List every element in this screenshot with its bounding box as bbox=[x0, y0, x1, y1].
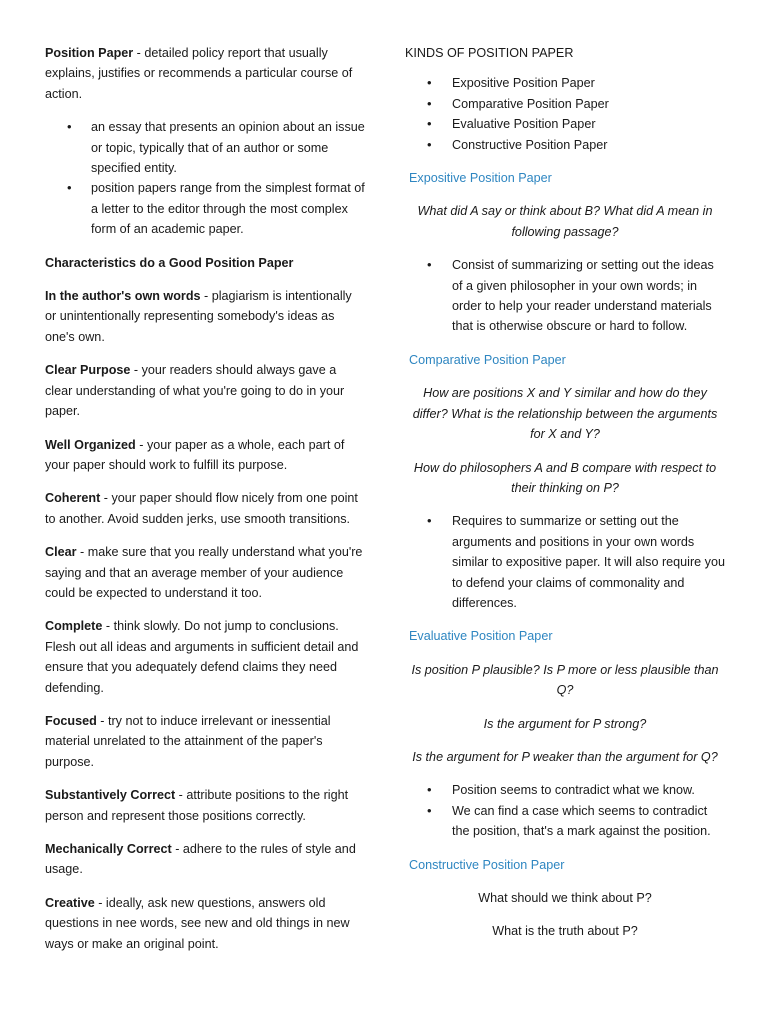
kinds-list bbox=[405, 73, 725, 155]
constructive-question: What is the truth about P? bbox=[492, 924, 638, 939]
comparative-bullet-list bbox=[405, 511, 725, 613]
list-item: • position papers range from the simplest format of a letter to the editor through the most complex form of an academic paper. bbox=[45, 178, 365, 239]
characteristic-text: - think slowly. Do not jump to conclusions. Flesh out all ideas and arguments in sufficient detail and ensure that you adequately defend claims they need defending. bbox=[45, 619, 359, 695]
evaluative-bullet-list bbox=[405, 780, 725, 841]
characteristic-term: Substantively Correct bbox=[45, 788, 176, 803]
characteristic-text: - attribute positions to the right person and represent those positions correctly. bbox=[45, 788, 349, 823]
expositive-bullet-list bbox=[405, 255, 725, 337]
evaluative-question: Is the argument for P strong? bbox=[483, 716, 647, 731]
comparative-question: How are positions X and Y similar and how do they differ? What is the relationship between the arguments for X and Y? bbox=[412, 386, 718, 442]
right-column bbox=[405, 43, 725, 955]
characteristic-term: In the author's own words bbox=[45, 289, 201, 304]
evaluative-question: Is the argument for P weaker than the argument for Q? bbox=[412, 749, 718, 764]
characteristic-term: Well Organized bbox=[45, 437, 136, 452]
characteristic-text: - adhere to the rules of style and usage. bbox=[45, 842, 356, 877]
characteristic-text: - your readers should always gave a clear understanding of what you're going to do in your paper. bbox=[45, 363, 345, 419]
comparative-question: How do philosophers A and B compare with respect to their thinking on P? bbox=[413, 460, 717, 495]
characteristic-term: Coherent bbox=[45, 491, 101, 506]
list-item: • Requires to summarize or setting out the arguments and positions in your own words similar to expositive paper. It will also require you to defend your claims of commonality and differences. bbox=[405, 511, 725, 613]
intro-bullet-list bbox=[45, 117, 365, 239]
intro-text: - detailed policy report that usually explains, justifies or recommends a particular course of action. bbox=[45, 46, 353, 101]
characteristic-term: Mechanically Correct bbox=[45, 842, 172, 856]
characteristic-term: Complete bbox=[45, 619, 103, 634]
evaluative-question: Is position P plausible? Is P more or less plausible than Q? bbox=[411, 662, 719, 698]
characteristics-title: Characteristics do a Good Position Paper bbox=[45, 255, 294, 270]
expositive-question: What did A say or think about B? What did A mean in following passage? bbox=[417, 204, 713, 239]
characteristic-paragraph bbox=[45, 711, 365, 772]
expositive-heading: Expositive Position Paper bbox=[409, 171, 552, 186]
characteristic-text: - plagiarism is intentionally or unintentionally representing somebody's ideas as one's own. bbox=[45, 289, 352, 344]
intro-term: Position Paper bbox=[45, 46, 134, 60]
characteristic-text: - your paper should flow nicely from one point to another. Avoid sudden jerks, use smooth transitions. bbox=[45, 491, 358, 526]
characteristic-paragraph bbox=[45, 488, 365, 529]
list-item: • Constructive Position Paper bbox=[405, 135, 725, 155]
characteristic-text: - your paper as a whole, each part of your paper should work to fulfill its purpose. bbox=[45, 437, 345, 472]
constructive-question: What should we think about P? bbox=[478, 891, 652, 905]
characteristic-text: - try not to induce irrelevant or inessential material unrelated to the attainment of the paper's purpose. bbox=[45, 713, 331, 769]
characteristics-heading bbox=[45, 253, 365, 273]
comparative-heading: Comparative Position Paper bbox=[409, 352, 566, 367]
characteristic-text: - ideally, ask new questions, answers old questions in nee words, see new and old things in new ways or make an original point. bbox=[45, 895, 350, 951]
characteristic-paragraph bbox=[45, 893, 365, 954]
characteristic-term: Clear bbox=[45, 545, 77, 560]
characteristic-paragraph bbox=[45, 286, 365, 347]
kinds-heading: KINDS OF POSITION PAPER bbox=[405, 46, 574, 60]
list-item: • Expositive Position Paper bbox=[405, 73, 725, 93]
list-item: • We can find a case which seems to contradict the position, that's a mark against the position. bbox=[405, 801, 725, 842]
characteristic-paragraph bbox=[45, 839, 365, 880]
evaluative-heading: Evaluative Position Paper bbox=[409, 629, 553, 644]
list-item: • Position seems to contradict what we know. bbox=[405, 780, 725, 800]
list-item: • Evaluative Position Paper bbox=[405, 114, 725, 134]
intro-paragraph bbox=[45, 43, 365, 104]
list-item: • Consist of summarizing or setting out the ideas of a given philosopher in your own words; in order to help your reader understand materials that is otherwise obscure or hard to follow. bbox=[405, 255, 725, 337]
characteristic-term: Focused bbox=[45, 713, 97, 728]
characteristic-term: Creative bbox=[45, 895, 95, 910]
characteristic-text: - make sure that you really understand what you're saying and that an average member of your audience could be expected to understand it too. bbox=[45, 545, 363, 600]
list-item: • an essay that presents an opinion about an issue or topic, typically that of an author or some specified entity. bbox=[45, 117, 365, 178]
constructive-heading: Constructive Position Paper bbox=[409, 857, 565, 872]
characteristic-paragraph bbox=[45, 435, 365, 476]
characteristic-paragraph bbox=[45, 542, 365, 603]
characteristic-paragraph bbox=[45, 785, 365, 826]
characteristic-paragraph bbox=[45, 616, 365, 698]
list-item: • Comparative Position Paper bbox=[405, 94, 725, 114]
left-column bbox=[45, 43, 365, 967]
characteristic-paragraph bbox=[45, 360, 365, 421]
characteristic-term: Clear Purpose bbox=[45, 363, 131, 378]
